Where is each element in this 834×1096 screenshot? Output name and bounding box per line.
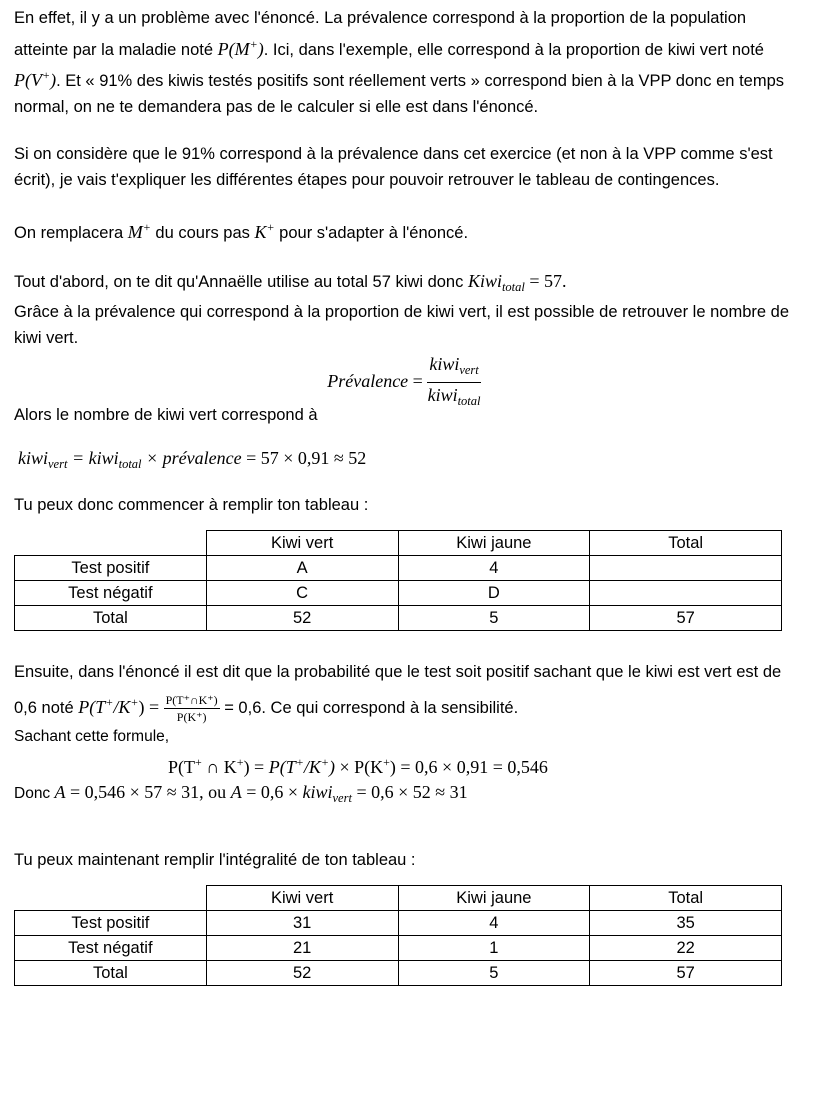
paragraph-alors: Alors le nombre de kiwi vert correspond à xyxy=(14,406,318,424)
table-cell: 4 xyxy=(398,556,590,581)
math-m-plus: M+ xyxy=(127,220,151,242)
table-row xyxy=(15,556,782,581)
table-header: Total xyxy=(590,886,782,911)
contingency-table-initial xyxy=(14,530,782,631)
sachant-formula: P(T+ ∩ K+) = P(T+/K+) × P(K+) = 0,6 × 0,91 = 0,546 xyxy=(168,754,548,777)
table-header: Total xyxy=(590,531,782,556)
table-row xyxy=(15,606,782,631)
text: . Et « 91% des kiwis testés positifs sont réellement verts » correspond bien à la VPP donc en temps normal, on ne te demandera pas de le calculer si elle est dans l'énoncé. xyxy=(14,72,784,116)
paragraph-sachant: Sachant cette formule, xyxy=(14,728,170,746)
table-cell: 35 xyxy=(590,911,782,936)
table-cell: 57 xyxy=(590,606,782,631)
table-cell: 52 xyxy=(206,961,398,986)
table-cell: 4 xyxy=(398,911,590,936)
prevalence-formula: Prévalence = $\frac{kiwi_{vert}}{kiwi_{total}}$ xyxy=(14,353,794,405)
table-header-row xyxy=(15,886,782,911)
table-row xyxy=(15,961,782,986)
table-cell: C xyxy=(206,581,398,606)
math-k-plus: K+ xyxy=(254,220,275,242)
table-cell: 31 xyxy=(206,911,398,936)
paragraph-total: Tout d'abord, on te dit qu'Annaëlle utilise au total 57 kiwi donc Kiwi$_{total}$ = 57. xyxy=(14,270,567,294)
text: . Ici, dans l'exemple, elle correspond à la proportion de kiwi vert noté xyxy=(263,40,764,59)
table-row xyxy=(15,911,782,936)
table-cell: D xyxy=(398,581,590,606)
row-label: Test positif xyxy=(15,556,207,581)
table-cell xyxy=(590,581,782,606)
table-cell: 52 xyxy=(206,606,398,631)
paragraph-intro xyxy=(14,6,794,120)
prevalence-fraction: $\frac{kiwi_{vert}}{kiwi_{total}}$ xyxy=(427,354,481,408)
table-cell: 5 xyxy=(398,606,590,631)
table-cell: 1 xyxy=(398,936,590,961)
table-row xyxy=(15,936,782,961)
math-pm: P(M+) xyxy=(217,36,264,59)
paragraph-prevalence-intro: Grâce à la prévalence qui correspond à la proportion de kiwi vert, il est possible de retrouver le nombre de kiwi vert. xyxy=(14,303,789,347)
table-cell: 22 xyxy=(590,936,782,961)
donc-formula: Donc A = 0,546 × 57 ≈ 31, ou A = 0,6 × kiwi$_{vert}$ = 0,6 × 52 ≈ 31 xyxy=(14,781,468,805)
paragraph-fill-complete: Tu peux maintenant remplir l'intégralité de ton tableau : xyxy=(14,850,416,869)
table-cell: 57 xyxy=(590,961,782,986)
table-header: Kiwi vert xyxy=(206,886,398,911)
contingency-table-complete xyxy=(14,885,782,986)
sensibilite-fraction: $\frac{P(T^+\cap K^+)}{P(K^+)}$ xyxy=(165,693,218,725)
table-cell: 21 xyxy=(206,936,398,961)
table-cell xyxy=(590,556,782,581)
row-label: Test négatif xyxy=(15,936,207,961)
kiwi-vert-formula: kiwi$_{vert}$ = kiwi$_{total}$ × prévalence = 57 × 0,91 ≈ 52 xyxy=(18,447,367,471)
paragraph-fill-start: Tu peux donc commencer à remplir ton tableau : xyxy=(14,495,369,514)
row-label: Total xyxy=(15,961,207,986)
table-header-row xyxy=(15,531,782,556)
paragraph-sensibilite: Ensuite, dans l'énoncé il est dit que la probabilité que le test soit positif sachant que le kiwi est vert est de 0,6 noté P(T+/K+) = $\frac{P(T^+\cap K^+)}{P(K^+)}$ = 0,6. Ce qui correspond à la sensibilité. xyxy=(14,663,782,725)
table-cell: A xyxy=(206,556,398,581)
table-row xyxy=(15,581,782,606)
row-label: Total xyxy=(15,606,207,631)
table-header: Kiwi vert xyxy=(206,531,398,556)
math-pv: P(V+) xyxy=(14,68,57,90)
row-label: Test négatif xyxy=(15,581,207,606)
paragraph-replace: On remplacera M+ du cours pas K+ pour s'adapter à l'énoncé. xyxy=(14,220,469,242)
table-header: Kiwi jaune xyxy=(398,531,590,556)
paragraph-hypothesis: Si on considère que le 91% correspond à la prévalence dans cet exercice (et non à la VPP comme s'est écrit), je vais t'expliquer les différentes étapes pour pouvoir retrouver le tableau de contingences. xyxy=(14,145,773,189)
row-label: Test positif xyxy=(15,911,207,936)
document-page xyxy=(14,6,794,986)
math-kiwi-total: Kiwi$_{total}$ xyxy=(467,270,525,294)
table-header: Kiwi jaune xyxy=(398,886,590,911)
table-cell: 5 xyxy=(398,961,590,986)
text: En effet, il y a un problème avec l'énoncé. La prévalence correspond à la proportion de la population atteinte par la maladie noté xyxy=(14,9,747,59)
